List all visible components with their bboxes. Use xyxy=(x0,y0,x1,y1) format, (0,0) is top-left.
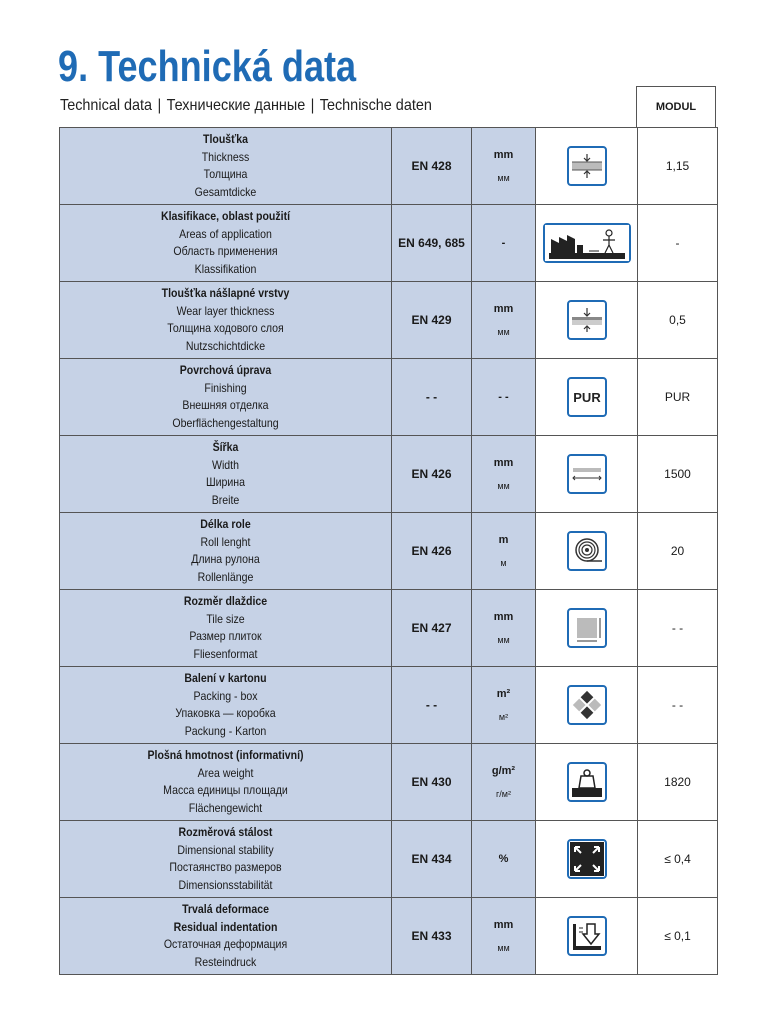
tile-size-icon xyxy=(567,608,607,648)
icon-cell xyxy=(536,205,638,282)
subtitle-ru: Технические данные xyxy=(166,97,306,114)
property-name-cell xyxy=(60,359,392,436)
unit-cell xyxy=(472,821,536,898)
property-name-cz: Povrchová úprava xyxy=(179,363,272,377)
modul-header: MODUL xyxy=(636,86,716,127)
icon-cell xyxy=(536,821,638,898)
property-name-cz: Rozměr dlaždice xyxy=(183,594,268,608)
table-row xyxy=(60,821,718,898)
norm-cell: EN 428 xyxy=(392,128,472,205)
property-name-en: Tile size xyxy=(206,611,245,626)
property-name-en: Areas of application xyxy=(179,226,272,241)
icon-cell xyxy=(536,359,638,436)
unit-primary: m² xyxy=(496,688,511,700)
property-name-cell xyxy=(60,744,392,821)
icon-cell xyxy=(536,128,638,205)
table-row xyxy=(60,667,718,744)
property-name-ru: Область применения xyxy=(173,244,278,258)
subtitle-separator: | xyxy=(310,97,315,114)
unit-secondary: м xyxy=(500,558,507,568)
icon-cell xyxy=(536,282,638,359)
page-subtitle xyxy=(60,97,432,115)
property-name-ru: Толщина ходового слоя xyxy=(167,321,284,335)
unit-primary: mm xyxy=(493,149,514,161)
technical-data-table xyxy=(59,127,718,975)
roll-icon xyxy=(567,531,607,571)
svg-text:PUR: PUR xyxy=(572,390,601,405)
property-name-en: Dimensional stability xyxy=(177,842,274,857)
norm-cell: - - xyxy=(392,667,472,744)
application-area-icon xyxy=(543,223,631,263)
unit-cell xyxy=(472,667,536,744)
property-name-ru: Размер плиток xyxy=(189,629,262,643)
property-name-de: Breite xyxy=(211,492,240,507)
unit-cell xyxy=(472,436,536,513)
property-name-cz: Tloušťka nášlapné vrstvy xyxy=(161,286,290,300)
property-name-cz: Šířka xyxy=(212,440,239,454)
norm-cell: EN 433 xyxy=(392,898,472,975)
table-row xyxy=(60,744,718,821)
property-name-en: Width xyxy=(211,457,240,472)
modul-value-cell: 0,5 xyxy=(638,282,718,359)
table-row xyxy=(60,205,718,282)
modul-value-cell: 20 xyxy=(638,513,718,590)
property-name-ru: Остаточная деформация xyxy=(163,937,288,951)
property-name-ru: Толщина xyxy=(203,167,248,181)
property-name-en: Wear layer thickness xyxy=(176,303,275,318)
unit-secondary: м² xyxy=(498,712,509,722)
property-name-cz: Rozměrová stálost xyxy=(178,825,273,839)
icon-cell xyxy=(536,744,638,821)
property-name-cell xyxy=(60,898,392,975)
unit-secondary: мм xyxy=(497,481,510,491)
property-name-ru: Упаковка — коробка xyxy=(175,706,276,720)
unit-cell xyxy=(472,744,536,821)
unit-primary: mm xyxy=(493,919,514,931)
icon-cell xyxy=(536,590,638,667)
norm-cell: EN 429 xyxy=(392,282,472,359)
property-name-ru: Масса единицы площади xyxy=(163,783,288,797)
unit-secondary: мм xyxy=(497,943,510,953)
unit-cell xyxy=(472,205,536,282)
property-name-cell xyxy=(60,590,392,667)
property-name-cell xyxy=(60,513,392,590)
property-name-en: Finishing xyxy=(204,380,247,395)
norm-cell: EN 426 xyxy=(392,436,472,513)
norm-cell: EN 427 xyxy=(392,590,472,667)
norm-cell: - - xyxy=(392,359,472,436)
thickness-icon xyxy=(567,146,607,186)
norm-cell: EN 434 xyxy=(392,821,472,898)
unit-primary: - - xyxy=(498,391,509,403)
property-name-de: Nutzschichtdicke xyxy=(185,338,266,353)
indentation-icon xyxy=(567,916,607,956)
modul-value-cell: PUR xyxy=(638,359,718,436)
property-name-cz: Klasifikace, oblast použití xyxy=(160,209,291,223)
property-name-cz: Délka role xyxy=(200,517,251,531)
unit-secondary: г/м² xyxy=(496,789,511,799)
pur-icon xyxy=(567,377,607,417)
property-name-cell xyxy=(60,205,392,282)
property-name-cz: Plošná hmotnost (informativní) xyxy=(147,748,304,762)
modul-value-cell: 1500 xyxy=(638,436,718,513)
property-name-cz: Tloušťka xyxy=(203,132,248,146)
property-name-cz: Trvalá deformace xyxy=(182,902,269,916)
unit-primary: mm xyxy=(493,303,514,315)
packing-icon xyxy=(567,685,607,725)
table-row xyxy=(60,898,718,975)
wear-layer-icon xyxy=(567,300,607,340)
unit-cell xyxy=(472,128,536,205)
unit-primary: mm xyxy=(493,611,514,623)
page-title: 9. Technická data xyxy=(58,42,357,91)
property-name-de: Fliesenformat xyxy=(193,646,258,661)
unit-primary: mm xyxy=(493,457,514,469)
stability-icon xyxy=(567,839,607,879)
property-name-ru: Постаянство размеров xyxy=(169,860,282,874)
property-name-cell xyxy=(60,436,392,513)
table-row xyxy=(60,590,718,667)
modul-value-cell: 1820 xyxy=(638,744,718,821)
modul-value-cell: - - xyxy=(638,667,718,744)
property-name-en: Thickness xyxy=(201,149,250,164)
table-row xyxy=(60,513,718,590)
weight-icon xyxy=(567,762,607,802)
property-name-de: Packung - Karton xyxy=(184,723,267,738)
property-name-en: Packing - box xyxy=(193,688,258,703)
unit-primary: g/m² xyxy=(491,765,516,777)
unit-secondary: мм xyxy=(497,173,510,183)
modul-value-cell: ≤ 0,1 xyxy=(638,898,718,975)
table-row xyxy=(60,359,718,436)
table-row xyxy=(60,436,718,513)
property-name-de: Dimensionsstabilität xyxy=(178,877,273,892)
property-name-ru: Внешняя отделка xyxy=(182,398,269,412)
table-row xyxy=(60,282,718,359)
property-name-de: Rollenlänge xyxy=(197,569,254,584)
property-name-cell xyxy=(60,821,392,898)
subtitle-en: Technical data xyxy=(60,97,153,114)
subtitle-separator: | xyxy=(157,97,162,114)
width-icon xyxy=(567,454,607,494)
subtitle-de: Technische daten xyxy=(319,97,432,114)
icon-cell xyxy=(536,436,638,513)
property-name-ru: Длина рулона xyxy=(191,552,260,566)
property-name-cz: Balení v kartonu xyxy=(184,671,267,685)
icon-cell xyxy=(536,513,638,590)
property-name-cell xyxy=(60,667,392,744)
property-name-cell xyxy=(60,128,392,205)
norm-cell: EN 426 xyxy=(392,513,472,590)
modul-value-cell: ≤ 0,4 xyxy=(638,821,718,898)
unit-cell xyxy=(472,898,536,975)
unit-secondary: мм xyxy=(497,327,510,337)
property-name-en: Area weight xyxy=(197,765,254,780)
property-name-en: Roll lenght xyxy=(200,534,251,549)
property-name-de: Klassifikation xyxy=(194,261,257,276)
unit-secondary: мм xyxy=(497,635,510,645)
unit-primary: - xyxy=(501,237,506,249)
property-name-ru: Ширина xyxy=(205,475,246,489)
norm-cell: EN 649, 685 xyxy=(392,205,472,282)
property-name-en: Residual indentation xyxy=(173,919,278,934)
unit-primary: % xyxy=(498,853,509,865)
unit-cell xyxy=(472,359,536,436)
property-name-de: Flächengewicht xyxy=(188,800,263,815)
modul-value-cell: - xyxy=(638,205,718,282)
unit-cell xyxy=(472,282,536,359)
table-row xyxy=(60,128,718,205)
icon-cell xyxy=(536,898,638,975)
icon-cell xyxy=(536,667,638,744)
property-name-de: Gesamtdicke xyxy=(194,184,257,199)
property-name-de: Oberflächengestaltung xyxy=(172,415,279,430)
property-name-cell xyxy=(60,282,392,359)
property-name-de: Resteindruck xyxy=(194,954,257,969)
unit-cell xyxy=(472,590,536,667)
unit-cell xyxy=(472,513,536,590)
modul-value-cell: 1,15 xyxy=(638,128,718,205)
norm-cell: EN 430 xyxy=(392,744,472,821)
modul-value-cell: - - xyxy=(638,590,718,667)
unit-primary: m xyxy=(498,534,509,546)
